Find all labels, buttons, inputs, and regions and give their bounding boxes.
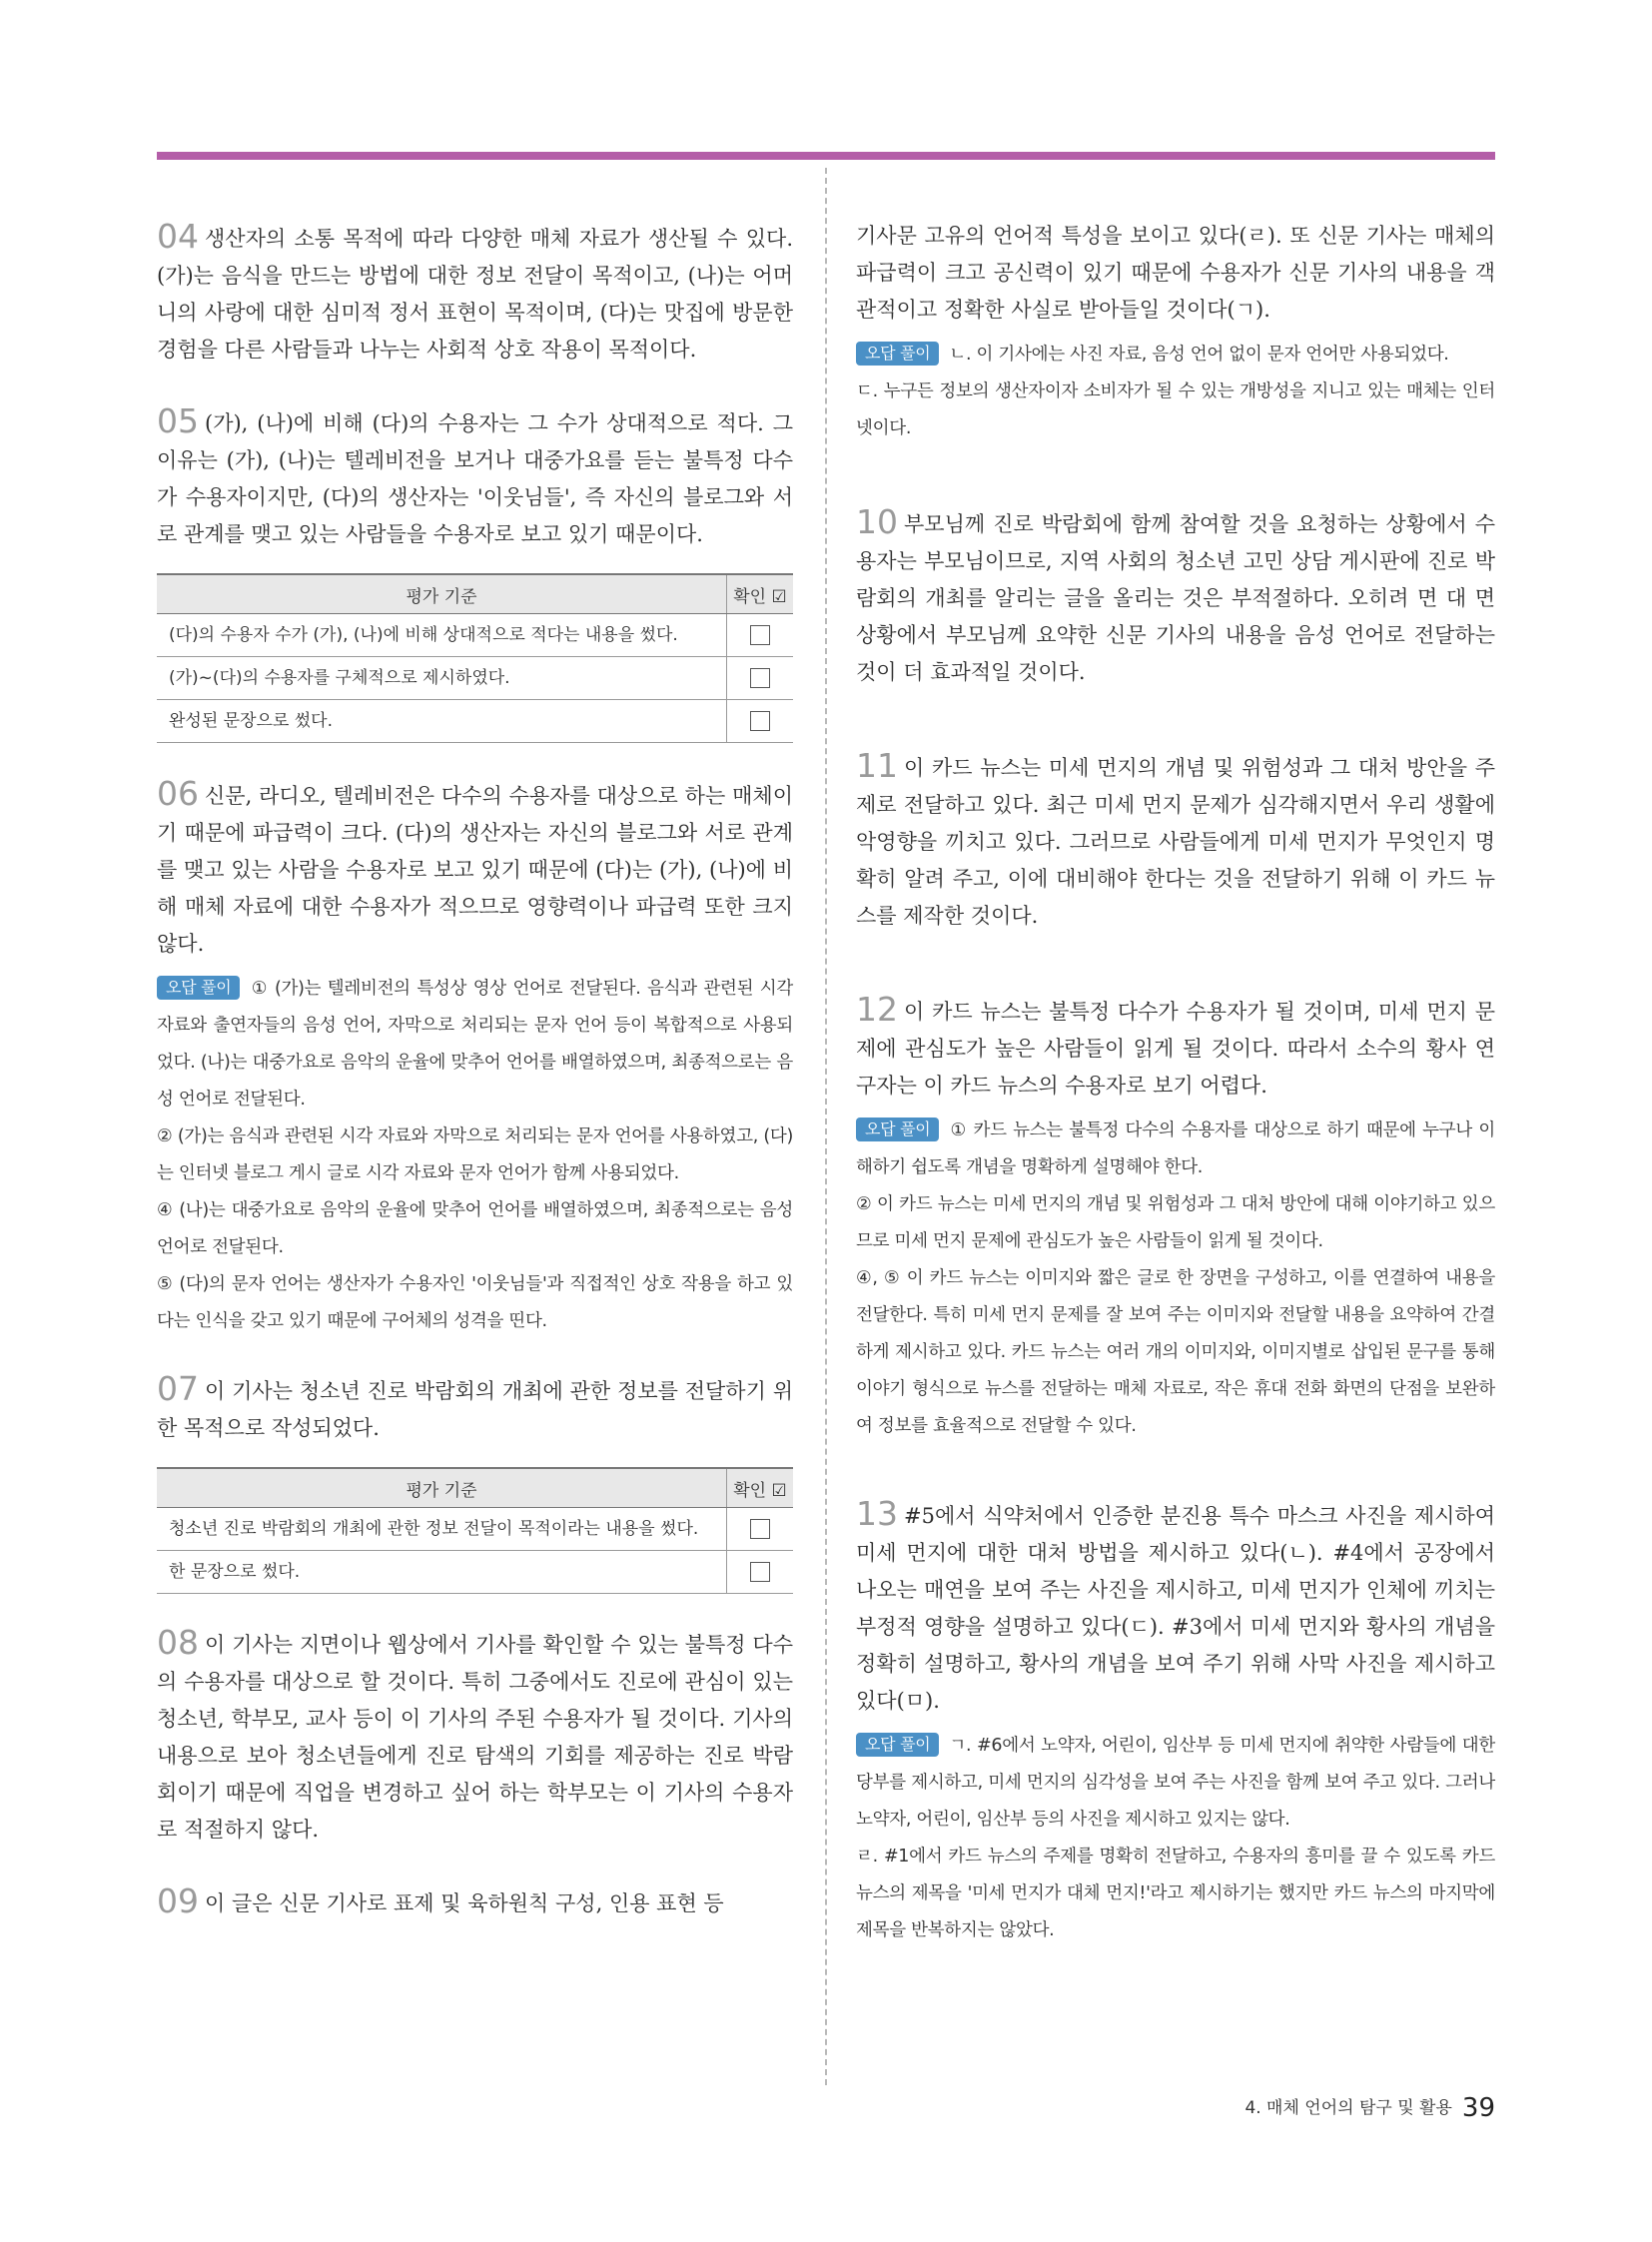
criteria-cell: 청소년 진로 박람회의 개최에 관한 정보 전달이 목적이라는 내용을 썼다.	[157, 1508, 727, 1551]
answer-07	[157, 1370, 793, 1594]
question-number: 05	[157, 401, 199, 440]
check-header: 확인 ☑	[727, 574, 794, 614]
checkbox[interactable]	[750, 668, 770, 688]
checkbox[interactable]	[750, 711, 770, 731]
table-row	[157, 1508, 793, 1551]
explain-line: ㄱ. #6에서 노약자, 어린이, 임산부 등 미세 먼지에 취약한 사람들에 대한 당부를 제시하고, 미세 먼지의 심각성을 보여 주는 사진을 함께 보여 주고 있다. 그러나 노약자, 어린이, 임산부 등의 사진을 제시하고 있지는 않다.	[856, 1736, 1495, 1830]
table-row	[157, 657, 793, 700]
evaluation-table	[157, 573, 793, 743]
criteria-cell: 완성된 문장으로 썼다.	[157, 700, 727, 743]
column-divider	[825, 168, 827, 2085]
criteria-cell: 한 문장으로 썼다.	[157, 1551, 727, 1594]
answer-text: 이 글은 신문 기사로 표제 및 육하원칙 구성, 인용 표현 등	[205, 1891, 724, 1915]
question-number: 12	[856, 990, 898, 1029]
answer-text: 이 기사는 지면이나 웹상에서 기사를 확인할 수 있는 불특정 다수의 수용자를 대상으로 할 것이다. 특히 그중에서도 진로에 관심이 있는 청소년, 학부모, 교사 등이 이 기사의 주된 수용자가 될 것이다. 기사의 내용으로 보아 청소년들에게 진로 탐색의 기회를 제공하는 진로 박람회이기 때문에 직업을 변경하고 싶어 하는 학부모는 이 기사의 수용자로 적절하지 않다.	[157, 1633, 793, 1842]
explain-line: ㄷ. 누구든 정보의 생산자이자 소비자가 될 수 있는 개방성을 지니고 있는 매체는 인터넷이다.	[856, 381, 1495, 438]
wrong-answer-explanation	[856, 1113, 1495, 1445]
wrong-answer-explanation	[157, 971, 793, 1340]
table-row	[157, 700, 793, 743]
answer-text: 이 카드 뉴스는 미세 먼지의 개념 및 위험성과 그 대처 방안을 주제로 전달하고 있다. 최근 미세 먼지 문제가 심각해지면서 우리 생활에 악영향을 끼치고 있다. 그러므로 사람들에게 미세 먼지가 무엇인지 명확히 알려 주고, 이에 대비해야 한다는 것을 전달하기 위해 이 카드 뉴스를 제작한 것이다.	[856, 756, 1495, 928]
criteria-header: 평가 기준	[157, 574, 727, 614]
explain-line: ① (가)는 텔레비전의 특성상 영상 언어로 전달된다. 음식과 관련된 시각 자료와 출연자들의 음성 언어, 자막으로 처리되는 문자 언어 등이 복합적으로 사용되었다. (나)는 대중가요로 음악의 운율에 맞추어 언어를 배열하였으며, 최종적으로는 음성 언어로 전달된다.	[157, 979, 793, 1110]
answer-11	[856, 747, 1495, 935]
question-number: 06	[157, 774, 199, 813]
explain-line: ② 이 카드 뉴스는 미세 먼지의 개념 및 위험성과 그 대처 방안에 대해 이야기하고 있으므로 미세 먼지 문제에 관심도가 높은 사람들이 읽게 될 것이다.	[856, 1194, 1495, 1251]
question-number: 13	[856, 1494, 898, 1533]
criteria-cell: (다)의 수용자 수가 (가), (나)에 비해 상대적으로 적다는 내용을 썼다.	[157, 614, 727, 657]
page-footer	[1244, 2093, 1495, 2123]
chapter-title: 4. 매체 언어의 탐구 및 활용	[1244, 2098, 1452, 2118]
checkbox[interactable]	[750, 625, 770, 645]
answer-09-continued	[856, 218, 1495, 447]
left-column	[157, 218, 793, 1922]
criteria-cell: (가)~(다)의 수용자를 구체적으로 제시하였다.	[157, 657, 727, 700]
answer-13	[856, 1495, 1495, 1949]
top-accent-bar	[157, 152, 1495, 160]
explain-line: ㄴ. 이 기사에는 사진 자료, 음성 언어 없이 문자 언어만 사용되었다.	[949, 345, 1449, 365]
question-number: 11	[856, 746, 898, 785]
right-column	[856, 218, 1495, 1949]
answer-text: 이 기사는 청소년 진로 박람회의 개최에 관한 정보를 전달하기 위한 목적으로 작성되었다.	[157, 1379, 793, 1440]
explain-line: ④ (나)는 대중가요로 음악의 운율에 맞추어 언어를 배열하였으며, 최종적으로는 음성 언어로 전달된다.	[157, 1200, 793, 1257]
question-number: 04	[157, 217, 199, 256]
answer-text: #5에서 식약처에서 인증한 분진용 특수 마스크 사진을 제시하여 미세 먼지에 대한 대처 방법을 제시하고 있다(ㄴ). #4에서 공장에서 나오는 매연을 보여 주는 사진을 제시하고, 미세 먼지가 인체에 끼치는 부정적 영향을 설명하고 있다(ㄷ). #3에서 미세 먼지와 황사의 개념을 정확히 설명하고, 황사의 개념을 보여 주기 위해 사막 사진을 제시하고 있다(ㅁ).	[856, 1504, 1495, 1713]
explain-line: ② (가)는 음식과 관련된 시각 자료와 자막으로 처리되는 문자 언어를 사용하였고, (다)는 인터넷 블로그 게시 글로 시각 자료와 문자 언어가 함께 사용되었다.	[157, 1126, 793, 1183]
wrong-answer-explanation	[856, 337, 1495, 447]
wrong-answer-badge: 오답 풀이	[856, 1733, 939, 1757]
wrong-answer-badge: 오답 풀이	[856, 342, 939, 366]
criteria-header: 평가 기준	[157, 1468, 727, 1508]
answer-text: 이 카드 뉴스는 불특정 다수가 수용자가 될 것이며, 미세 먼지 문제에 관심도가 높은 사람들이 읽게 될 것이다. 따라서 소수의 황사 연구자는 이 카드 뉴스의 수용자로 보기 어렵다.	[856, 1000, 1495, 1098]
answer-05	[157, 402, 793, 743]
explain-line: ① 카드 뉴스는 불특정 다수의 수용자를 대상으로 하기 때문에 누구나 이해하기 쉽도록 개념을 명확하게 설명해야 한다.	[856, 1121, 1495, 1177]
wrong-answer-explanation	[856, 1728, 1495, 1949]
evaluation-table	[157, 1467, 793, 1594]
explain-line: ㄹ. #1에서 카드 뉴스의 주제를 명확히 전달하고, 수용자의 흥미를 끌 수 있도록 카드 뉴스의 제목을 '미세 먼지가 대체 먼지!'라고 제시하기는 했지만 카드 뉴스의 마지막에 제목을 반복하지는 않았다.	[856, 1847, 1495, 1940]
check-header: 확인 ☑	[727, 1468, 794, 1508]
table-row	[157, 1551, 793, 1594]
checkbox[interactable]	[750, 1562, 770, 1582]
question-number: 09	[157, 1881, 199, 1920]
answer-text: 신문, 라디오, 텔레비전은 다수의 수용자를 대상으로 하는 매체이기 때문에 파급력이 크다. (다)의 생산자는 자신의 블로그와 서로 관계를 맺고 있는 사람을 수용자로 보고 있기 때문에 (다)는 (가), (나)에 비해 매체 자료에 대한 수용자가 적으므로 영향력이나 파급력 또한 크지 않다.	[157, 784, 793, 956]
page-number: 39	[1461, 2093, 1495, 2123]
wrong-answer-badge: 오답 풀이	[856, 1118, 939, 1141]
explain-line: ④, ⑤ 이 카드 뉴스는 이미지와 짧은 글로 한 장면을 구성하고, 이를 연결하여 내용을 전달한다. 특히 미세 먼지 문제를 잘 보여 주는 이미지와 전달할 내용을 요약하여 간결하게 제시하고 있다. 카드 뉴스는 여러 개의 이미지와, 이미지별로 삽입된 문구를 통해 이야기 형식으로 뉴스를 전달하는 매체 자료로, 작은 휴대 전화 화면의 단점을 보완하여 정보를 효율적으로 전달할 수 있다.	[856, 1268, 1495, 1436]
wrong-answer-badge: 오답 풀이	[157, 976, 240, 1000]
question-number: 07	[157, 1369, 199, 1408]
explain-line: ⑤ (다)의 문자 언어는 생산자가 수용자인 '이웃님들'과 직접적인 상호 작용을 하고 있다는 인식을 갖고 있기 때문에 구어체의 성격을 띤다.	[157, 1274, 793, 1331]
answer-text: 부모님께 진로 박람회에 함께 참여할 것을 요청하는 상황에서 수용자는 부모님이므로, 지역 사회의 청소년 고민 상담 게시판에 진로 박람회의 개최를 알리는 글을 올리는 것은 부적절하다. 오히려 면 대 면 상황에서 부모님께 요약한 신문 기사의 내용을 음성 언어로 전달하는 것이 더 효과적일 것이다.	[856, 512, 1495, 684]
answer-08	[157, 1624, 793, 1849]
answer-text: 기사문 고유의 언어적 특성을 보이고 있다(ㄹ). 또 신문 기사는 매체의 파급력이 크고 공신력이 있기 때문에 수용자가 신문 기사의 내용을 객관적이고 정확한 사실로 받아들일 것이다(ㄱ).	[856, 224, 1495, 322]
answer-text: (가), (나)에 비해 (다)의 수용자는 그 수가 상대적으로 적다. 그 이유는 (가), (나)는 텔레비전을 보거나 대중가요를 듣는 불특정 다수가 수용자이지만, (다)의 생산자는 '이웃님들', 즉 자신의 블로그와 서로 관계를 맺고 있는 사람들을 수용자로 보고 있기 때문이다.	[157, 411, 793, 546]
answer-09	[157, 1882, 793, 1922]
question-number: 08	[157, 1623, 199, 1662]
checkbox[interactable]	[750, 1519, 770, 1539]
answer-06	[157, 775, 793, 1340]
question-number: 10	[856, 502, 898, 541]
answer-text: 생산자의 소통 목적에 따라 다양한 매체 자료가 생산될 수 있다. (가)는 음식을 만드는 방법에 대한 정보 전달이 목적이고, (나)는 어머니의 사랑에 대한 심미적 정서 표현이 목적이며, (다)는 맛집에 방문한 경험을 다른 사람들과 나누는 사회적 상호 작용이 목적이다.	[157, 227, 793, 362]
answer-04	[157, 218, 793, 369]
answer-12	[856, 991, 1495, 1445]
answer-10	[856, 503, 1495, 691]
table-row	[157, 614, 793, 657]
